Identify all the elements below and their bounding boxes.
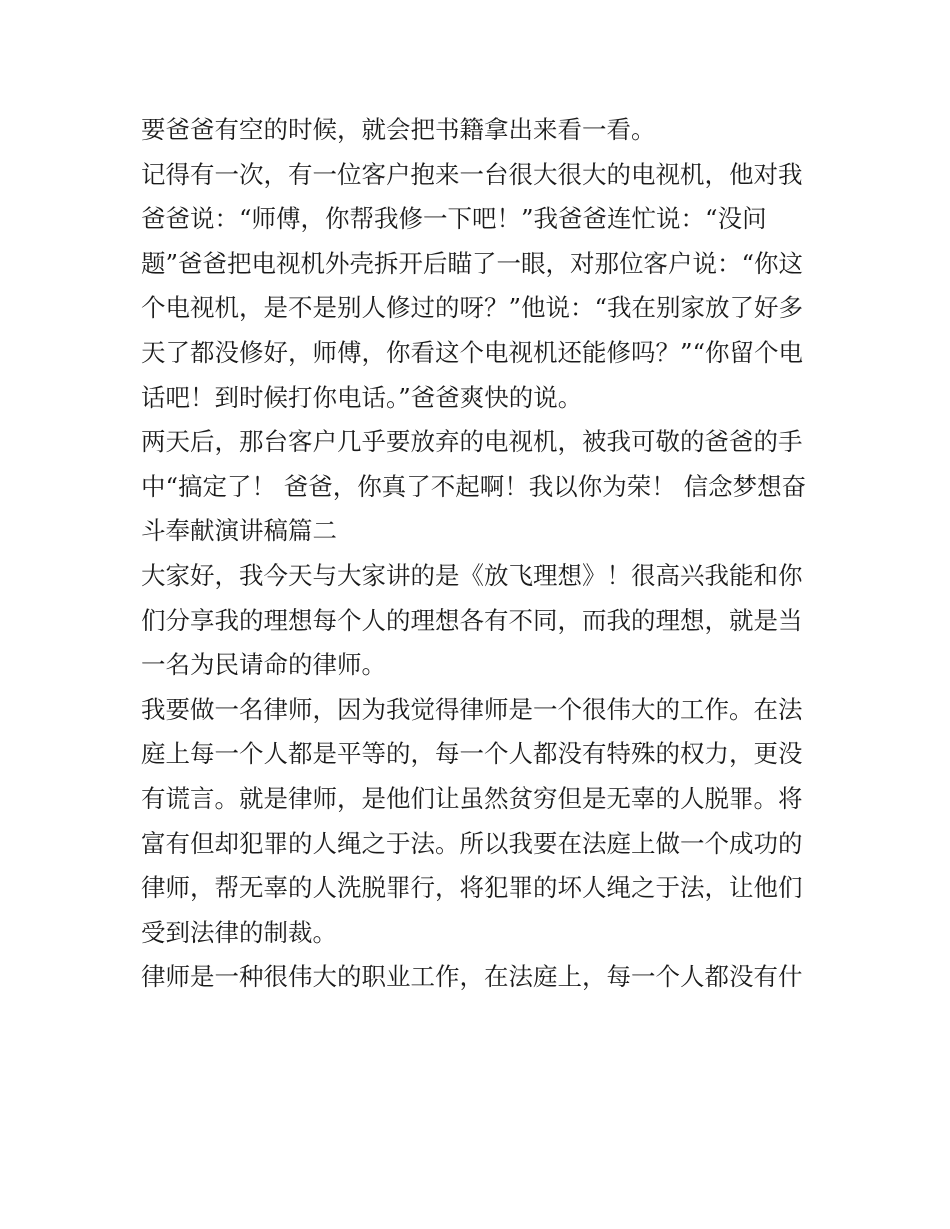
text-line: 一名为民请命的律师。 (141, 650, 386, 680)
text-line: 天了都没修好，师傅，你看这个电视机还能修吗？”“你留个电 (141, 337, 804, 367)
text-line: 们分享我的理想每个人的理想各有不同，而我的理想，就是当 (141, 605, 803, 635)
text-line: 个电视机，是不是别人修过的呀？”他说：“我在别家放了好多 (141, 293, 804, 323)
text-line: 有谎言。就是律师，是他们让虽然贫穷但是无辜的人脱罪。将 (141, 783, 803, 813)
text-line: 记得有一次，有一位客户抱来一台很大很大的电视机，他对我 (141, 159, 803, 189)
text-line: 爸爸说：“师傅，你帮我修一下吧！”我爸爸连忙说：“没问 (141, 204, 767, 234)
text-line: 律师是一种很伟大的职业工作，在法庭上，每一个人都没有什 (141, 962, 803, 992)
text-line: 我要做一名律师，因为我觉得律师是一个很伟大的工作。在法 (141, 694, 803, 724)
text-line: 中“搞定了！ 爸爸，你真了不起啊！我以你为荣！ 信念梦想奋 (141, 471, 807, 501)
text-line: 话吧！到时候打你电话。”爸爸爽快的说。 (141, 382, 583, 412)
text-line: 题”爸爸把电视机外壳拆开后瞄了一眼，对那位客户说：“你这 (141, 248, 804, 278)
text-line: 律师，帮无辜的人洗脱罪行，将犯罪的坏人绳之于法，让他们 (141, 873, 803, 903)
text-line: 受到法律的制裁。 (141, 917, 337, 947)
text-line: 大家好，我今天与大家讲的是《放飞理想》！很高兴我能和你 (141, 560, 803, 590)
text-line: 庭上每一个人都是平等的，每一个人都没有特殊的权力，更没 (141, 739, 803, 769)
text-line: 要爸爸有空的时候，就会把书籍拿出来看一看。 (141, 115, 656, 144)
text-line: 富有但却犯罪的人绳之于法。所以我要在法庭上做一个成功的 (141, 828, 803, 858)
section-heading: 斗奉献演讲稿篇二 (141, 516, 337, 546)
text-line: 两天后，那台客户几乎要放弃的电视机，被我可敬的爸爸的手 (141, 427, 803, 457)
document-body (141, 108, 821, 1000)
